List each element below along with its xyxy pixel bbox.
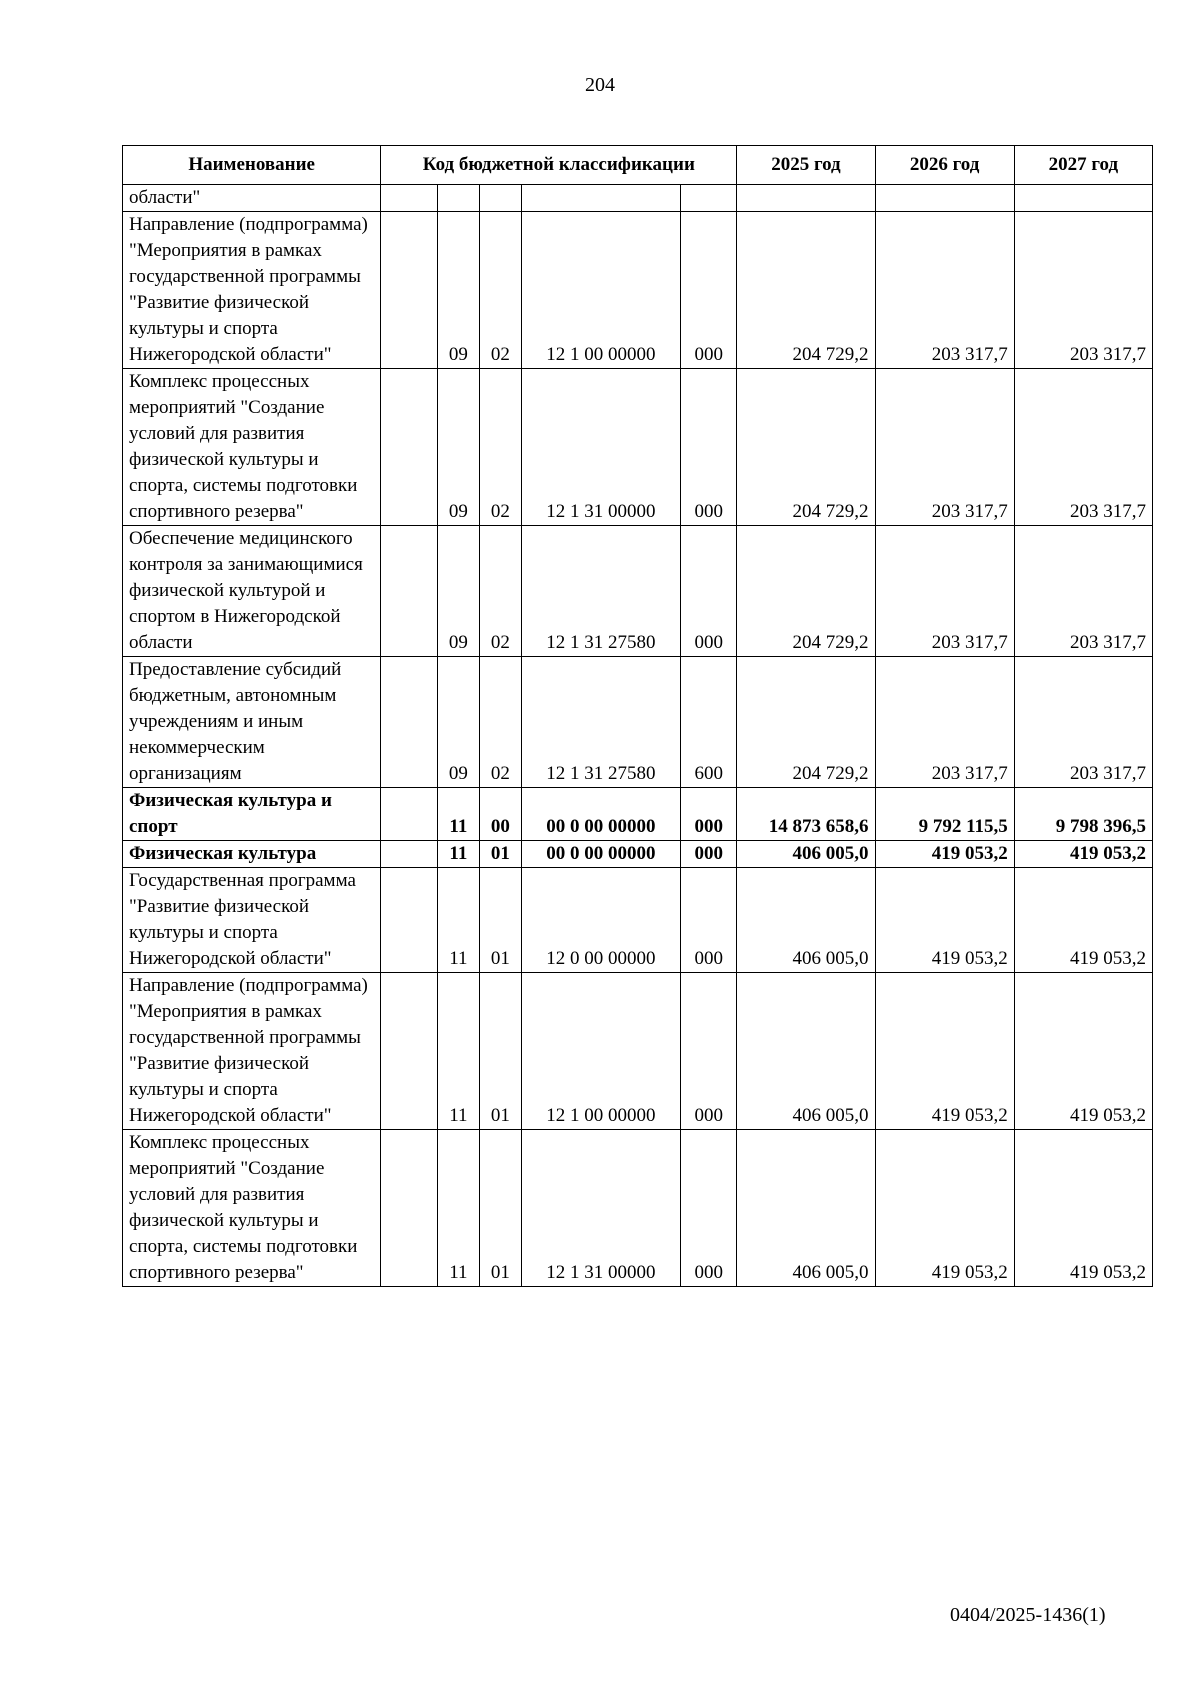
row-value-2026: 9 792 115,5 (875, 788, 1014, 841)
row-section: 11 (437, 868, 480, 973)
table-row (123, 1130, 1153, 1287)
row-section: 11 (437, 973, 480, 1130)
row-name: Государственная программа "Развитие физической культуры и спорта Нижегородской области" (123, 868, 381, 973)
row-expense-type: 000 (681, 841, 737, 868)
row-value-2027: 203 317,7 (1014, 526, 1152, 657)
table-row (123, 841, 1153, 868)
budget-table (122, 145, 1153, 1287)
row-target-article: 12 1 31 27580 (521, 526, 680, 657)
row-target-article: 12 1 31 00000 (521, 369, 680, 526)
table-header (123, 146, 1153, 185)
row-expense-type (681, 185, 737, 212)
row-empty-cell (381, 185, 437, 212)
table-row (123, 212, 1153, 369)
row-target-article: 12 1 00 00000 (521, 212, 680, 369)
row-value-2025: 406 005,0 (737, 973, 875, 1130)
row-value-2027: 203 317,7 (1014, 212, 1152, 369)
row-value-2027: 419 053,2 (1014, 1130, 1152, 1287)
row-value-2025: 406 005,0 (737, 868, 875, 973)
row-target-article: 12 1 31 00000 (521, 1130, 680, 1287)
row-target-article: 00 0 00 00000 (521, 788, 680, 841)
row-name: Комплекс процессных мероприятий "Создание условий для развития физической культуры и спорта, системы подготовки спортивного резерва" (123, 1130, 381, 1287)
row-empty-cell (381, 788, 437, 841)
row-value-2027: 203 317,7 (1014, 369, 1152, 526)
table-row (123, 868, 1153, 973)
row-value-2026: 419 053,2 (875, 841, 1014, 868)
row-value-2027: 203 317,7 (1014, 657, 1152, 788)
row-value-2025: 204 729,2 (737, 212, 875, 369)
row-subsection: 02 (480, 526, 521, 657)
row-value-2025: 406 005,0 (737, 841, 875, 868)
row-empty-cell (381, 369, 437, 526)
row-name: Направление (подпрограмма) "Мероприятия в рамках государственной программы "Развитие физической культуры и спорта Нижегородской области" (123, 212, 381, 369)
row-value-2026: 419 053,2 (875, 1130, 1014, 1287)
row-expense-type: 000 (681, 868, 737, 973)
row-value-2026: 203 317,7 (875, 212, 1014, 369)
table-row (123, 526, 1153, 657)
row-expense-type: 000 (681, 788, 737, 841)
row-name: Обеспечение медицинского контроля за занимающимися физической культурой и спортом в Нижегородской области (123, 526, 381, 657)
row-section: 11 (437, 1130, 480, 1287)
row-subsection: 01 (480, 868, 521, 973)
table-row (123, 185, 1153, 212)
row-value-2025: 204 729,2 (737, 526, 875, 657)
row-subsection: 01 (480, 841, 521, 868)
row-value-2027: 9 798 396,5 (1014, 788, 1152, 841)
row-name: Комплекс процессных мероприятий "Создание условий для развития физической культуры и спорта, системы подготовки спортивного резерва" (123, 369, 381, 526)
table-row (123, 973, 1153, 1130)
row-target-article: 00 0 00 00000 (521, 841, 680, 868)
row-value-2026: 203 317,7 (875, 369, 1014, 526)
row-value-2025: 204 729,2 (737, 657, 875, 788)
row-target-article (521, 185, 680, 212)
row-subsection: 02 (480, 212, 521, 369)
row-value-2027: 419 053,2 (1014, 868, 1152, 973)
row-section: 11 (437, 841, 480, 868)
row-value-2027: 419 053,2 (1014, 841, 1152, 868)
row-name: области" (123, 185, 381, 212)
row-empty-cell (381, 212, 437, 369)
row-value-2027 (1014, 185, 1152, 212)
row-subsection: 01 (480, 973, 521, 1130)
row-value-2027: 419 053,2 (1014, 973, 1152, 1130)
row-name: Физическая культура и спорт (123, 788, 381, 841)
row-empty-cell (381, 657, 437, 788)
table-row (123, 657, 1153, 788)
row-value-2026: 203 317,7 (875, 526, 1014, 657)
row-subsection: 02 (480, 657, 521, 788)
header-2025: 2025 год (737, 146, 875, 185)
row-empty-cell (381, 841, 437, 868)
row-expense-type: 000 (681, 973, 737, 1130)
row-expense-type: 000 (681, 526, 737, 657)
row-empty-cell (381, 973, 437, 1130)
row-section: 09 (437, 369, 480, 526)
row-name: Направление (подпрограмма) "Мероприятия в рамках государственной программы "Развитие физической культуры и спорта Нижегородской области" (123, 973, 381, 1130)
row-empty-cell (381, 868, 437, 973)
row-section: 11 (437, 788, 480, 841)
table-body (123, 185, 1153, 1287)
row-expense-type: 600 (681, 657, 737, 788)
header-2026: 2026 год (875, 146, 1014, 185)
row-expense-type: 000 (681, 369, 737, 526)
row-subsection: 02 (480, 369, 521, 526)
page-number: 204 (585, 74, 615, 96)
row-subsection (480, 185, 521, 212)
row-section: 09 (437, 657, 480, 788)
header-2027: 2027 год (1014, 146, 1152, 185)
row-name: Физическая культура (123, 841, 381, 868)
row-value-2026: 419 053,2 (875, 973, 1014, 1130)
row-value-2026 (875, 185, 1014, 212)
row-value-2025: 204 729,2 (737, 369, 875, 526)
row-value-2026: 419 053,2 (875, 868, 1014, 973)
header-name: Наименование (123, 146, 381, 185)
row-value-2025: 406 005,0 (737, 1130, 875, 1287)
row-expense-type: 000 (681, 212, 737, 369)
row-expense-type: 000 (681, 1130, 737, 1287)
row-value-2025 (737, 185, 875, 212)
document-code: 0404/2025-1436(1) (950, 1604, 1106, 1626)
row-name: Предоставление субсидий бюджетным, автономным учреждениям и иным некоммерческим организациям (123, 657, 381, 788)
header-code: Код бюджетной классификации (381, 146, 737, 185)
row-value-2025: 14 873 658,6 (737, 788, 875, 841)
row-empty-cell (381, 526, 437, 657)
row-target-article: 12 1 00 00000 (521, 973, 680, 1130)
row-section: 09 (437, 212, 480, 369)
row-subsection: 01 (480, 1130, 521, 1287)
table-row (123, 369, 1153, 526)
row-value-2026: 203 317,7 (875, 657, 1014, 788)
row-section (437, 185, 480, 212)
row-target-article: 12 0 00 00000 (521, 868, 680, 973)
row-empty-cell (381, 1130, 437, 1287)
table-row (123, 788, 1153, 841)
row-target-article: 12 1 31 27580 (521, 657, 680, 788)
row-section: 09 (437, 526, 480, 657)
row-subsection: 00 (480, 788, 521, 841)
